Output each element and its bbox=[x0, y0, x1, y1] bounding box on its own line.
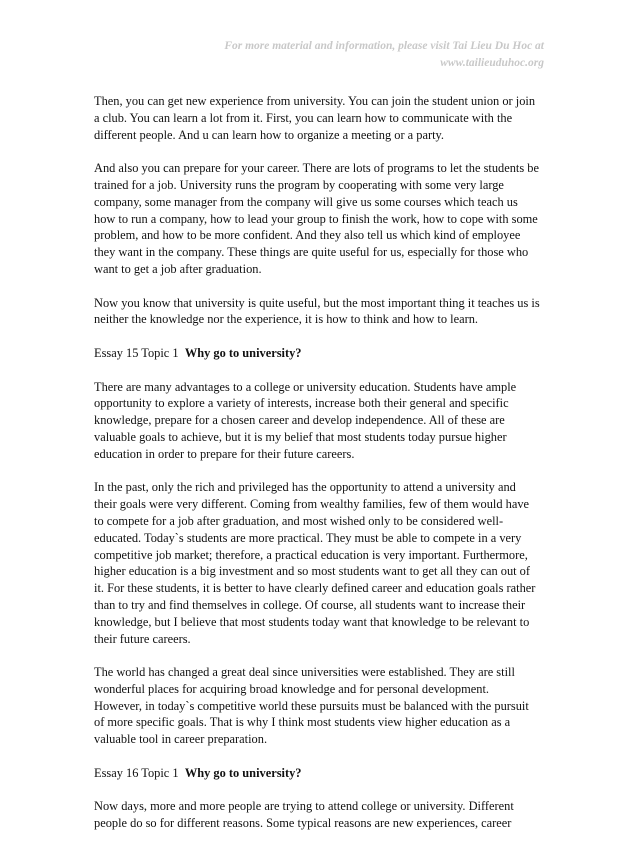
paragraph-line: than to try and find themselves in college. Of course, all students want to increase their bbox=[94, 597, 526, 612]
paragraph-line: Now you know that university is quite useful, but the most important thing it teaches us is bbox=[94, 295, 540, 310]
paragraph-line: people do so for different reasons. Some typical reasons are new experiences, career bbox=[94, 816, 512, 831]
paragraph-line: Then, you can get new experience from university. You can join the student union or join bbox=[94, 94, 536, 108]
paragraph-line: their goals were very different. Coming from wealthy families, few of them would have bbox=[94, 497, 530, 512]
body-paragraph bbox=[94, 379, 554, 463]
paragraph-line: company, some manager from the company will give us some courses which teach us bbox=[94, 194, 518, 209]
paragraph-line: neither the knowledge nor the experience, it is how to think and how to learn. bbox=[94, 312, 479, 327]
paragraph-line: want to get a job after graduation. bbox=[94, 261, 262, 276]
body-paragraph bbox=[94, 664, 554, 748]
essay-heading-prefix: Essay 15 Topic 1 bbox=[94, 345, 179, 360]
paragraph-line: Now days, more and more people are trying to attend college or university. Different bbox=[94, 799, 514, 814]
paragraph-line: a club. You can learn a lot from it. First, you can learn how to communicate with the bbox=[94, 110, 513, 125]
essay-heading-title: Why go to university? bbox=[184, 345, 302, 360]
paragraph-line: problem, and how to be more confident. And they also tell us which kind of employee bbox=[94, 228, 521, 243]
paragraph-line: educated. Today`s students are more practical. They must be able to compete in a very bbox=[94, 530, 522, 545]
document-body bbox=[94, 93, 554, 849]
paragraph-line: However, in today`s competitive world these pursuits must be balanced with the pursuit bbox=[94, 698, 529, 713]
body-paragraph bbox=[94, 160, 554, 278]
paragraph-line: education in order to prepare for their future careers. bbox=[94, 446, 355, 461]
paragraph-line: knowledge, prepare for a chosen career and develop independence. All of these are bbox=[94, 413, 505, 428]
paragraph-line: knowledge, but I believe that most students today want that knowledge to be relevant to bbox=[94, 614, 530, 629]
essay-heading bbox=[94, 765, 554, 782]
paragraph-line: opportunity to explore a variety of interests, increase both their general and specific bbox=[94, 396, 509, 411]
essay-heading bbox=[94, 345, 554, 362]
paragraph-line: wonderful places for acquiring broad knowledge and for personal development. bbox=[94, 681, 489, 696]
paragraph-line: they want in the company. These things are quite useful for us, especially for those who bbox=[94, 245, 529, 260]
paragraph-line: higher education is a big investment and so most students want to get all they can out of bbox=[94, 564, 530, 579]
body-paragraph bbox=[94, 479, 554, 647]
body-paragraph bbox=[94, 798, 554, 832]
paragraph-line: competitive job market; therefore, a practical education is very important. Furthermore, bbox=[94, 547, 528, 562]
paragraph-line: The world has changed a great deal since universities were established. They are still bbox=[94, 665, 515, 680]
header-url[interactable]: www.tailieuduhoc.org bbox=[440, 57, 544, 69]
paragraph-line: There are many advantages to a college or university education. Students have ample bbox=[94, 379, 517, 394]
page-header bbox=[124, 38, 544, 72]
essay-heading-prefix: Essay 16 Topic 1 bbox=[94, 765, 179, 780]
header-line-1: For more material and information, please visit Tai Lieu Du Hoc at bbox=[224, 40, 544, 52]
paragraph-line: And also you can prepare for your career. There are lots of programs to let the students be bbox=[94, 161, 539, 176]
paragraph-line: it. For these students, it is better to have clearly defined career and education goals rather bbox=[94, 581, 536, 596]
essay-heading-title: Why go to university? bbox=[184, 765, 302, 780]
body-paragraph bbox=[94, 93, 554, 143]
paragraph-line: to compete for a job after graduation, and most wished only to be considered well- bbox=[94, 513, 504, 528]
paragraph-line: In the past, only the rich and privileged has the opportunity to attend a university and bbox=[94, 480, 516, 495]
paragraph-line: different people. And u can learn how to organize a meeting or a party. bbox=[94, 127, 445, 142]
paragraph-line: how to run a company, how to lead your group to finish the work, how to cope with some bbox=[94, 211, 538, 226]
paragraph-line: their future careers. bbox=[94, 631, 191, 646]
paragraph-line: valuable tool in career preparation. bbox=[94, 732, 268, 747]
paragraph-line: valuable goals to achieve, but it is my belief that most students today pursue higher bbox=[94, 429, 507, 444]
paragraph-line: trained for a job. University runs the program by cooperating with some very large bbox=[94, 177, 504, 192]
body-paragraph bbox=[94, 295, 554, 329]
paragraph-line: of more specific goals. That is why I think most students view higher education as a bbox=[94, 715, 511, 730]
